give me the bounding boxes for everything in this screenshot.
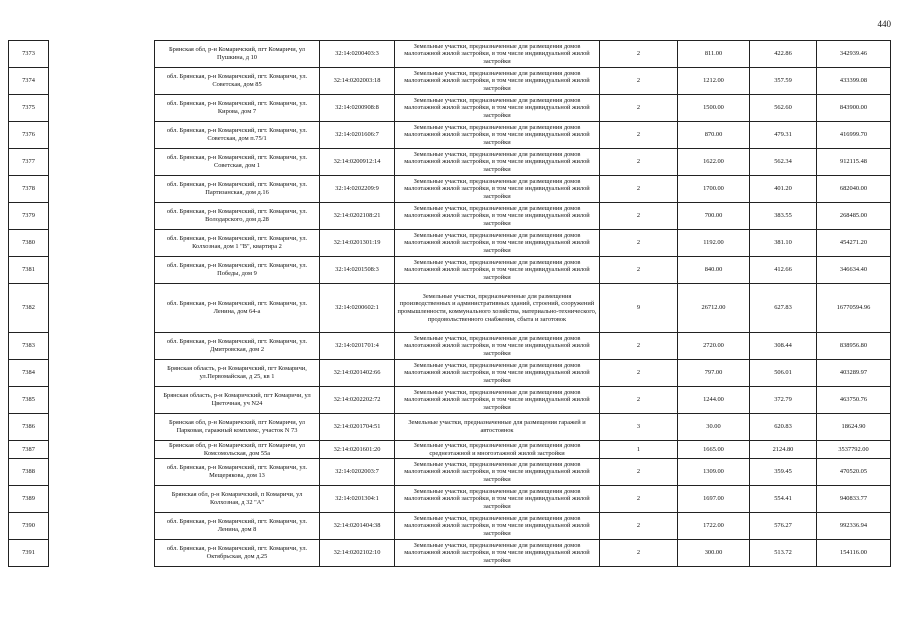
record-number-cell: 7384	[9, 360, 49, 387]
address-cell: обл. Брянская, р-н Комаричский, пгт. Комаричи, ул. Ленина, дом 64-а	[155, 284, 320, 333]
gap-cell	[49, 486, 155, 513]
area-cell: 1697.00	[678, 486, 750, 513]
group-cell: 2	[600, 540, 678, 567]
specific-value-cell: 372.79	[750, 387, 817, 414]
gap-cell	[49, 122, 155, 149]
cadastral-number-cell: 32:14:0201304:1	[320, 486, 395, 513]
area-cell: 1309.00	[678, 459, 750, 486]
cadastral-number-cell: 32:14:0202003:7	[320, 459, 395, 486]
cadastral-number-cell: 32:14:0201301:19	[320, 230, 395, 257]
cadastral-value-cell: 838956.80	[817, 333, 891, 360]
table-row	[9, 68, 891, 95]
record-number-cell: 7380	[9, 230, 49, 257]
record-number-cell: 7385	[9, 387, 49, 414]
land-use-cell: Земельные участки, предназначенные для размещения домов малоэтажной жилой застройки, в том числе индивидуальной жилой застройки	[395, 540, 600, 567]
specific-value-cell: 479.31	[750, 122, 817, 149]
specific-value-cell: 627.83	[750, 284, 817, 333]
cadastral-number-cell: 32:14:0201601:20	[320, 441, 395, 459]
land-use-cell: Земельные участки, предназначенные для размещения домов малоэтажной жилой застройки, в том числе индивидуальной жилой застройки	[395, 513, 600, 540]
cadastral-value-cell: 18624.90	[817, 414, 891, 441]
table-row	[9, 95, 891, 122]
address-cell: Брянская область, р-н Комаричский, пгт Комаричи, ул.Первомайская, д 25, кв 1	[155, 360, 320, 387]
record-number-cell: 7390	[9, 513, 49, 540]
record-number-cell: 7373	[9, 41, 49, 68]
area-cell: 797.00	[678, 360, 750, 387]
record-number-cell: 7386	[9, 414, 49, 441]
address-cell: обл. Брянская, р-н Комаричский, пгт. Комаричи, ул. Советская, дом п.75/1	[155, 122, 320, 149]
gap-cell	[49, 176, 155, 203]
table-row	[9, 257, 891, 284]
cadastral-number-cell: 32:14:0201701:4	[320, 333, 395, 360]
area-cell: 300.00	[678, 540, 750, 567]
cadastral-number-cell: 32:14:0202108:21	[320, 203, 395, 230]
table-row	[9, 149, 891, 176]
table-row	[9, 360, 891, 387]
table-row	[9, 459, 891, 486]
area-cell: 811.00	[678, 41, 750, 68]
cadastral-value-cell: 463750.76	[817, 387, 891, 414]
group-cell: 2	[600, 176, 678, 203]
specific-value-cell: 381.10	[750, 230, 817, 257]
area-cell: 1192.00	[678, 230, 750, 257]
gap-cell	[49, 333, 155, 360]
cadastral-number-cell: 32:14:0202003:18	[320, 68, 395, 95]
group-cell: 2	[600, 203, 678, 230]
area-cell: 1665.00	[678, 441, 750, 459]
cadastral-number-cell: 32:14:0200912:14	[320, 149, 395, 176]
gap-cell	[49, 95, 155, 122]
gap-cell	[49, 68, 155, 95]
table-row	[9, 486, 891, 513]
address-cell: обл. Брянская, р-н Комаричский, пгт. Комаричи, ул. Мещеряковa, дом 13	[155, 459, 320, 486]
group-cell: 2	[600, 459, 678, 486]
gap-cell	[49, 149, 155, 176]
cadastral-value-cell: 346634.40	[817, 257, 891, 284]
cadastral-number-cell: 32:14:0201704:51	[320, 414, 395, 441]
group-cell: 2	[600, 387, 678, 414]
specific-value-cell: 2124.80	[750, 441, 817, 459]
gap-cell	[49, 540, 155, 567]
land-use-cell: Земельные участки, предназначенные для размещения домов малоэтажной жилой застройки, в том числе индивидуальной жилой застройки	[395, 176, 600, 203]
table-row	[9, 414, 891, 441]
specific-value-cell: 576.27	[750, 513, 817, 540]
land-use-cell: Земельные участки, предназначенные для размещения домов малоэтажной жилой застройки, в том числе индивидуальной жилой застройки	[395, 149, 600, 176]
specific-value-cell: 562.60	[750, 95, 817, 122]
group-cell: 2	[600, 122, 678, 149]
specific-value-cell: 357.59	[750, 68, 817, 95]
address-cell: Брянская обл, р-н Комаричский, пгт Комаричи, ул Комсомольская, дом 55а	[155, 441, 320, 459]
cadastral-value-cell: 470520.05	[817, 459, 891, 486]
group-cell: 2	[600, 95, 678, 122]
specific-value-cell: 412.66	[750, 257, 817, 284]
gap-cell	[49, 387, 155, 414]
cadastral-number-cell: 32:14:0202102:10	[320, 540, 395, 567]
cadastral-value-cell: 416999.70	[817, 122, 891, 149]
address-cell: обл. Брянская, р-н Комаричский, пгт. Комаричи, ул. Октябрьская, дом д.25	[155, 540, 320, 567]
specific-value-cell: 513.72	[750, 540, 817, 567]
page-number: 440	[877, 19, 891, 29]
land-use-cell: Земельные участки, предназначенные для размещения домов малоэтажной жилой застройки, в том числе индивидуальной жилой застройки	[395, 203, 600, 230]
cadastral-value-cell: 16770594.96	[817, 284, 891, 333]
record-number-cell: 7376	[9, 122, 49, 149]
table-row	[9, 513, 891, 540]
land-use-cell: Земельные участки, предназначенные для размещения домов малоэтажной жилой застройки, в том числе индивидуальной жилой застройки	[395, 95, 600, 122]
area-cell: 1212.00	[678, 68, 750, 95]
cadastral-value-cell: 940833.77	[817, 486, 891, 513]
land-use-cell: Земельные участки, предназначенные для размещения производственных и административных зданий, строений, сооружений промышленности, коммунального хозяйства, материально-технического, продовольственного снабжения, сбыта и заготовок	[395, 284, 600, 333]
cadastral-number-cell: 32:14:0202209:9	[320, 176, 395, 203]
record-number-cell: 7381	[9, 257, 49, 284]
specific-value-cell: 401.20	[750, 176, 817, 203]
land-use-cell: Земельные участки, предназначенные для размещения домов малоэтажной жилой застройки, в том числе индивидуальной жилой застройки	[395, 68, 600, 95]
cadastral-number-cell: 32:14:0200403:3	[320, 41, 395, 68]
gap-cell	[49, 459, 155, 486]
cadastral-value-cell: 682040.00	[817, 176, 891, 203]
address-cell: обл. Брянская, р-н Комаричский, пгт. Комаричи, ул. Ленина, дом 8	[155, 513, 320, 540]
land-use-cell: Земельные участки, предназначенные для размещения домов малоэтажной жилой застройки, в том числе индивидуальной жилой застройки	[395, 486, 600, 513]
record-number-cell: 7375	[9, 95, 49, 122]
cadastral-value-cell: 268485.00	[817, 203, 891, 230]
record-number-cell: 7389	[9, 486, 49, 513]
table-row	[9, 122, 891, 149]
area-cell: 1700.00	[678, 176, 750, 203]
cadastral-number-cell: 32:14:0201404:38	[320, 513, 395, 540]
table-row	[9, 540, 891, 567]
cadastral-value-cell: 154116.00	[817, 540, 891, 567]
group-cell: 2	[600, 230, 678, 257]
area-cell: 1622.00	[678, 149, 750, 176]
specific-value-cell: 383.55	[750, 203, 817, 230]
group-cell: 2	[600, 360, 678, 387]
gap-cell	[49, 441, 155, 459]
group-cell: 2	[600, 149, 678, 176]
address-cell: Брянская обл, р-н Комаричский, пгт Комаричи, ул Парковая, гаражный комплекс, участок N 73	[155, 414, 320, 441]
table-row	[9, 203, 891, 230]
group-cell: 2	[600, 257, 678, 284]
address-cell: обл. Брянская, р-н Комаричский, пгт. Комаричи, ул. Володарского, дом д.28	[155, 203, 320, 230]
cadastral-number-cell: 32:14:0202202:72	[320, 387, 395, 414]
area-cell: 30.00	[678, 414, 750, 441]
table-row	[9, 230, 891, 257]
group-cell: 2	[600, 68, 678, 95]
area-cell: 840.00	[678, 257, 750, 284]
area-cell: 26712.00	[678, 284, 750, 333]
table-body	[9, 41, 891, 567]
area-cell: 1722.00	[678, 513, 750, 540]
land-use-cell: Земельные участки, предназначенные для размещения домов малоэтажной жилой застройки, в том числе индивидуальной жилой застройки	[395, 360, 600, 387]
address-cell: обл. Брянская, р-н Комаричский, пгт. Комаричи, ул. Советская, дом 1	[155, 149, 320, 176]
group-cell: 1	[600, 441, 678, 459]
area-cell: 870.00	[678, 122, 750, 149]
land-use-cell: Земельные участки, предназначенные для размещения домов малоэтажной жилой застройки, в том числе индивидуальной жилой застройки	[395, 333, 600, 360]
table-row	[9, 41, 891, 68]
record-number-cell: 7391	[9, 540, 49, 567]
cadastral-number-cell: 32:14:0200908:8	[320, 95, 395, 122]
specific-value-cell: 359.45	[750, 459, 817, 486]
record-number-cell: 7378	[9, 176, 49, 203]
record-number-cell: 7383	[9, 333, 49, 360]
area-cell: 700.00	[678, 203, 750, 230]
cadastral-value-cell: 992336.94	[817, 513, 891, 540]
group-cell: 3	[600, 414, 678, 441]
record-number-cell: 7379	[9, 203, 49, 230]
gap-cell	[49, 203, 155, 230]
area-cell: 2720.00	[678, 333, 750, 360]
cadastral-number-cell: 32:14:0201606:7	[320, 122, 395, 149]
address-cell: Брянская обл, р-н Комаричский, п Комаричи, ул Колхозная, д 32 "А"	[155, 486, 320, 513]
gap-cell	[49, 257, 155, 284]
record-number-cell: 7374	[9, 68, 49, 95]
address-cell: обл. Брянская, р-н Комаричский, пгт. Комаричи, ул. Победы, дом 9	[155, 257, 320, 284]
record-number-cell: 7382	[9, 284, 49, 333]
cadastral-value-cell: 3537792.00	[817, 441, 891, 459]
record-number-cell: 7388	[9, 459, 49, 486]
address-cell: обл. Брянская, р-н Комаричский, пгт. Комаричи, ул. Партизанская, дом д.16	[155, 176, 320, 203]
record-number-cell: 7387	[9, 441, 49, 459]
address-cell: обл. Брянская, р-н Комаричский, пгт. Комаричи, ул. Колхозная, дом 1 "В", квартира 2	[155, 230, 320, 257]
table-row	[9, 441, 891, 459]
cadastral-value-cell: 912115.48	[817, 149, 891, 176]
land-use-cell: Земельные участки, предназначенные для размещения домов малоэтажной жилой застройки, в том числе индивидуальной жилой застройки	[395, 387, 600, 414]
specific-value-cell: 506.01	[750, 360, 817, 387]
cadastral-number-cell: 32:14:0201508:3	[320, 257, 395, 284]
land-use-cell: Земельные участки, предназначенные для размещения домов малоэтажной жилой застройки, в том числе индивидуальной жилой застройки	[395, 230, 600, 257]
address-cell: обл. Брянская, р-н Комаричский, пгт. Комаричи, ул. Советская, дом 85	[155, 68, 320, 95]
specific-value-cell: 562.34	[750, 149, 817, 176]
cadastral-value-cell: 433399.08	[817, 68, 891, 95]
gap-cell	[49, 41, 155, 68]
gap-cell	[49, 513, 155, 540]
area-cell: 1244.00	[678, 387, 750, 414]
cadastral-value-cell: 403289.97	[817, 360, 891, 387]
group-cell: 2	[600, 486, 678, 513]
specific-value-cell: 422.86	[750, 41, 817, 68]
group-cell: 2	[600, 41, 678, 68]
address-cell: обл. Брянская, р-н Комаричский, пгт. Комаричи, ул. Дмитровская, дом 2	[155, 333, 320, 360]
area-cell: 1500.00	[678, 95, 750, 122]
group-cell: 2	[600, 513, 678, 540]
address-cell: обл. Брянская, р-н Комаричский, пгт. Комаричи, ул. Кирова, дом 7	[155, 95, 320, 122]
cadastral-value-cell: 342939.46	[817, 41, 891, 68]
table-row	[9, 176, 891, 203]
specific-value-cell: 620.83	[750, 414, 817, 441]
land-use-cell: Земельные участки, предназначенные для размещения домов среднеэтажной и многоэтажной жилой застройки	[395, 441, 600, 459]
specific-value-cell: 308.44	[750, 333, 817, 360]
gap-cell	[49, 230, 155, 257]
cadastral-number-cell: 32:14:0200602:1	[320, 284, 395, 333]
table-row	[9, 387, 891, 414]
specific-value-cell: 554.41	[750, 486, 817, 513]
gap-cell	[49, 360, 155, 387]
land-use-cell: Земельные участки, предназначенные для размещения домов малоэтажной жилой застройки, в том числе индивидуальной жилой застройки	[395, 459, 600, 486]
group-cell: 9	[600, 284, 678, 333]
land-use-cell: Земельные участки, предназначенные для размещения домов малоэтажной жилой застройки, в том числе индивидуальной жилой застройки	[395, 41, 600, 68]
cadastral-value-cell: 454271.20	[817, 230, 891, 257]
cadastral-value-cell: 843900.00	[817, 95, 891, 122]
gap-cell	[49, 284, 155, 333]
cadastral-number-cell: 32:14:0201402:66	[320, 360, 395, 387]
land-use-cell: Земельные участки, предназначенные для размещения гаражей и автостоянок	[395, 414, 600, 441]
group-cell: 2	[600, 333, 678, 360]
address-cell: Брянская область, р-н Комаричский, пгт Комаричи, ул Цветочная, уч N24	[155, 387, 320, 414]
gap-cell	[49, 414, 155, 441]
land-use-cell: Земельные участки, предназначенные для размещения домов малоэтажной жилой застройки, в том числе индивидуальной жилой застройки	[395, 122, 600, 149]
table-row	[9, 333, 891, 360]
cadastral-value-table	[8, 40, 891, 567]
table-row	[9, 284, 891, 333]
address-cell: Брянская обл, р-н Комаричский, пгт Комаричи, ул Пушкина, д 10	[155, 41, 320, 68]
land-use-cell: Земельные участки, предназначенные для размещения домов малоэтажной жилой застройки, в том числе индивидуальной жилой застройки	[395, 257, 600, 284]
record-number-cell: 7377	[9, 149, 49, 176]
